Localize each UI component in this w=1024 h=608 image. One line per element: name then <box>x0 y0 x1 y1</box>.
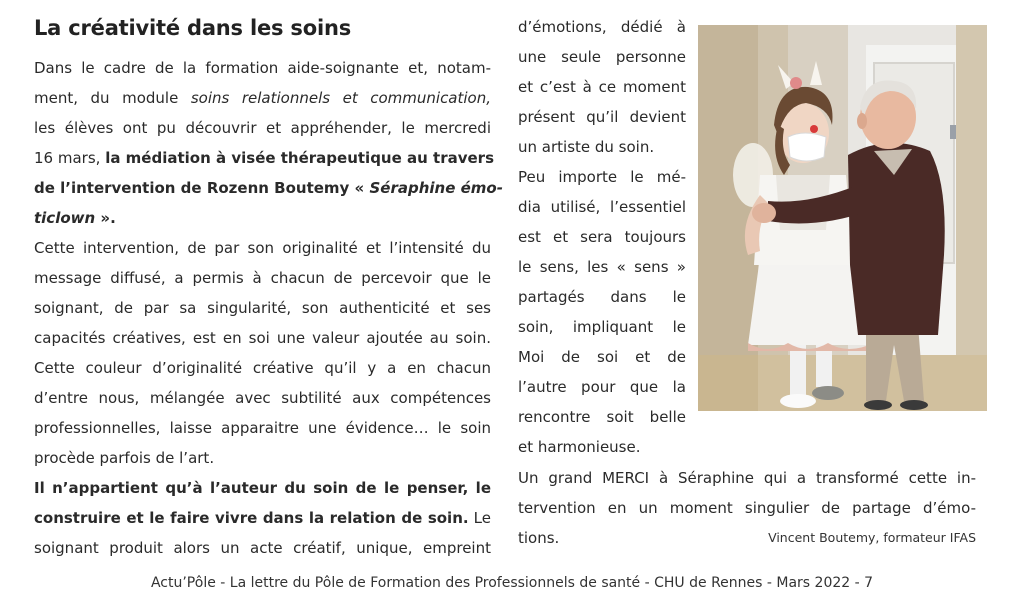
paragraph-line: partagés dans le <box>518 288 686 306</box>
paragraph-line: une seule personne <box>518 48 686 66</box>
paragraph-line: procède parfois de l’art. <box>34 449 215 467</box>
text-run: ment, du module <box>34 89 191 107</box>
paragraph-line: l’autre pour que la <box>518 378 686 396</box>
bold-italic-text: ticlown <box>34 209 96 227</box>
paragraph-line: les élèves ont pu découvrir et appréhender, le mercredi <box>34 119 491 137</box>
paragraph-line: professionnelles, laisse apparaitre une évidence… le soin <box>34 419 491 437</box>
paragraph-line: capacités créatives, est en soi une valeur ajoutée au soin. <box>34 329 491 347</box>
bold-italic-text: Séraphine émo- <box>369 179 503 197</box>
paragraph-line <box>34 148 495 168</box>
paragraph-line: tions. <box>518 529 560 547</box>
text-run: 16 mars, <box>34 149 106 167</box>
paragraph-line: soignant, de par sa singularité, son authenticité et ses <box>34 299 491 317</box>
paragraph-line: d’entre nous, mélangée avec subtilité aux compétences <box>34 389 491 407</box>
paragraph-line <box>34 178 503 198</box>
paragraph-line: Cette intervention, de par son originalité et l’intensité du <box>34 239 491 257</box>
bold-text: la médiation à visée thérapeutique au travers <box>105 149 495 167</box>
photo-clown-dancing-with-elderly-man <box>698 25 987 411</box>
paragraph-line: et harmonieuse. <box>518 438 641 456</box>
paragraph-line: est et sera toujours <box>518 228 686 246</box>
paragraph-line: tervention en un moment singulier de partage d’émo- <box>518 499 976 517</box>
paragraph-line: rencontre soit belle <box>518 408 686 426</box>
text-run: Le <box>468 509 492 527</box>
paragraph-line <box>34 88 491 108</box>
bold-text: de l’intervention de Rozenn Boutemy « <box>34 179 370 197</box>
paragraph-line: dia utilisé, l’essentiel <box>518 198 686 216</box>
paragraph-line: d’émotions, dédié à <box>518 18 686 36</box>
paragraph-line: Peu importe le mé- <box>518 168 686 186</box>
bold-text: ». <box>95 209 116 227</box>
paragraph-line: Moi de soi et de <box>518 348 686 366</box>
paragraph-line: et c’est à ce moment <box>518 78 686 96</box>
paragraph-line: un artiste du soin. <box>518 138 655 156</box>
page-footer: Actu’Pôle - La lettre du Pôle de Formation des Professionnels de santé - CHU de Rennes - Mars 2022 - 7 <box>150 575 874 591</box>
paragraph-line: Cette couleur d’originalité créative qu’il y a en chacun <box>34 359 491 377</box>
paragraph-line: soin, impliquant le <box>518 318 686 336</box>
bold-text: construire et le faire vivre dans la relation de soin. <box>34 509 469 527</box>
photo-illustration <box>698 25 987 411</box>
module-name: soins relationnels et communication, <box>190 89 492 107</box>
paragraph-line: Un grand MERCI à Séraphine qui a transformé cette in- <box>518 469 976 487</box>
paragraph-line <box>34 208 116 228</box>
paragraph-line: présent qu’il devient <box>518 108 686 126</box>
paragraph-line: soignant produit alors un acte créatif, unique, empreint <box>34 539 491 557</box>
paragraph-line: Il n’appartient qu’à l’auteur du soin de le penser, le <box>34 479 491 497</box>
paragraph-line: le sens, les « sens » <box>518 258 686 276</box>
author-signature: Vincent Boutemy, formateur IFAS <box>768 530 976 545</box>
paragraph-line <box>34 508 491 528</box>
paragraph-line: Dans le cadre de la formation aide-soignante et, notam- <box>34 59 491 77</box>
paragraph-line: message diffusé, a permis à chacun de percevoir que le <box>34 269 491 287</box>
article-title: La créativité dans les soins <box>34 16 351 40</box>
